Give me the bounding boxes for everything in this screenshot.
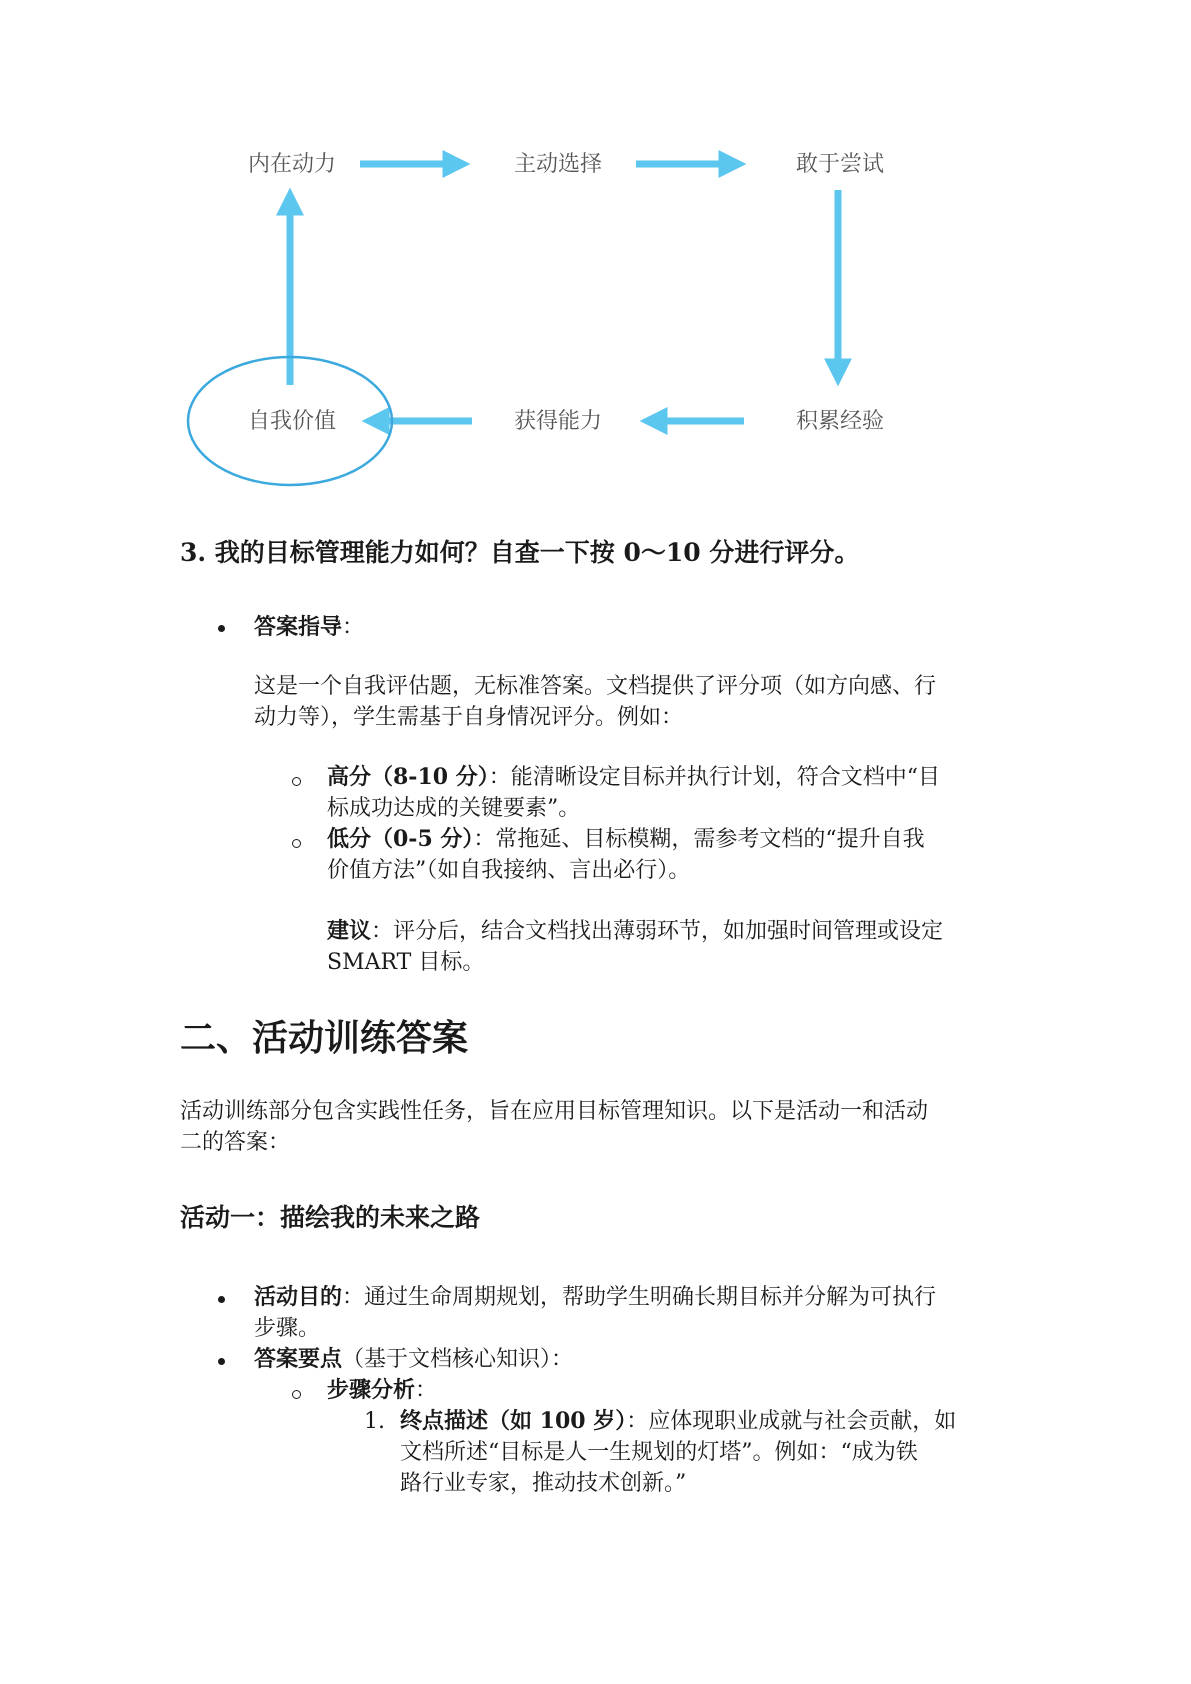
step-1-text-1: ：应体现职业成就与社会贡献，如 (626, 1409, 957, 1434)
section-2-heading: 二、活动训练答案 (180, 1017, 469, 1059)
answer-guide-colon: ： (342, 615, 365, 640)
activity-purpose-label: 活动目的 (254, 1284, 343, 1310)
high-score-item (327, 762, 940, 824)
bullet-dot (218, 625, 225, 632)
answer-guide-label: 答案指导 (254, 614, 343, 640)
step-1-line-1 (400, 1406, 956, 1437)
high-score-line-2: 标成功达成的关键要素”。 (327, 796, 581, 821)
section-2-intro (180, 1096, 928, 1158)
activity-purpose-line-1 (254, 1282, 936, 1313)
advice-text-1: ：评分后，结合文档找出薄弱环节，如加强时间管理或设定 (371, 919, 944, 944)
activity-1-heading: 活动一：描绘我的未来之路 (180, 1203, 481, 1232)
sub-bullet-circle (292, 839, 301, 848)
steps-analysis-item (327, 1375, 437, 1406)
low-score-text-1: ：常拖延、目标模糊，需参考文档的“提升自我 (473, 827, 925, 852)
section-2-intro-line-2: 二的答案： (180, 1130, 291, 1155)
sub-bullet-circle (292, 1390, 301, 1399)
q3-intro-line-2: 动力等），学生需基于自身情况评分。例如： (254, 705, 684, 730)
question-3-heading: 3. 我的目标管理能力如何？自查一下按 0～10 分进行评分。 (180, 538, 860, 567)
node-self-value: 自我价值 (247, 409, 337, 434)
steps-analysis-label: 步骤分析 (327, 1377, 416, 1403)
step-1-item (400, 1406, 956, 1499)
advice-paragraph (327, 916, 943, 978)
node-active-choice: 主动选择 (513, 152, 603, 177)
step-1-line-3: 路行业专家，推动技术创新。” (400, 1471, 687, 1496)
self-value-cycle-diagram (0, 0, 1191, 520)
advice-label: 建议 (327, 918, 372, 944)
step-1-number: 1. (364, 1409, 385, 1434)
node-dare-to-try: 敢于尝试 (795, 152, 885, 177)
bullet-dot (218, 1296, 225, 1303)
step-1-label: 终点描述（如 100 岁） (400, 1408, 627, 1434)
low-score-item (327, 824, 925, 886)
high-score-label: 高分（8-10 分） (327, 764, 489, 790)
activity-purpose-line-2: 步骤。 (254, 1316, 321, 1341)
bullet-dot (218, 1358, 225, 1365)
q3-intro-line-1: 这是一个自我评估题，无标准答案。文档提供了评分项（如方向感、行 (254, 674, 937, 699)
low-score-line-1 (327, 824, 925, 855)
advice-line-1 (327, 916, 943, 947)
answer-guide-line (254, 612, 364, 643)
answer-points-item (254, 1344, 573, 1375)
low-score-label: 低分（0-5 分） (327, 826, 474, 852)
section-2-intro-line-1: 活动训练部分包含实践性任务，旨在应用目标管理知识。以下是活动一和活动 (180, 1099, 929, 1124)
activity-purpose-item (254, 1282, 936, 1344)
step-1-line-2: 文档所述“目标是人一生规划的灯塔”。例如：“成为铁 (400, 1440, 918, 1465)
answer-points-text: （基于文档核心知识）： (342, 1347, 574, 1372)
high-score-text-1: ：能清晰设定目标并执行计划，符合文档中“目 (488, 765, 940, 790)
advice-line-2: SMART 目标。 (327, 950, 485, 975)
q3-intro-paragraph (254, 671, 936, 733)
high-score-line-1 (327, 762, 940, 793)
sub-bullet-circle (292, 777, 301, 786)
answer-points-label: 答案要点 (254, 1346, 343, 1372)
node-gain-ability: 获得能力 (513, 409, 603, 434)
steps-analysis-colon: ： (415, 1378, 438, 1403)
low-score-line-2: 价值方法”（如自我接纳、言出必行）。 (327, 858, 691, 883)
node-accumulate-experience: 积累经验 (795, 409, 885, 434)
node-intrinsic-motivation: 内在动力 (247, 152, 337, 177)
activity-purpose-text-1: ：通过生命周期规划，帮助学生明确长期目标并分解为可执行 (342, 1285, 937, 1310)
